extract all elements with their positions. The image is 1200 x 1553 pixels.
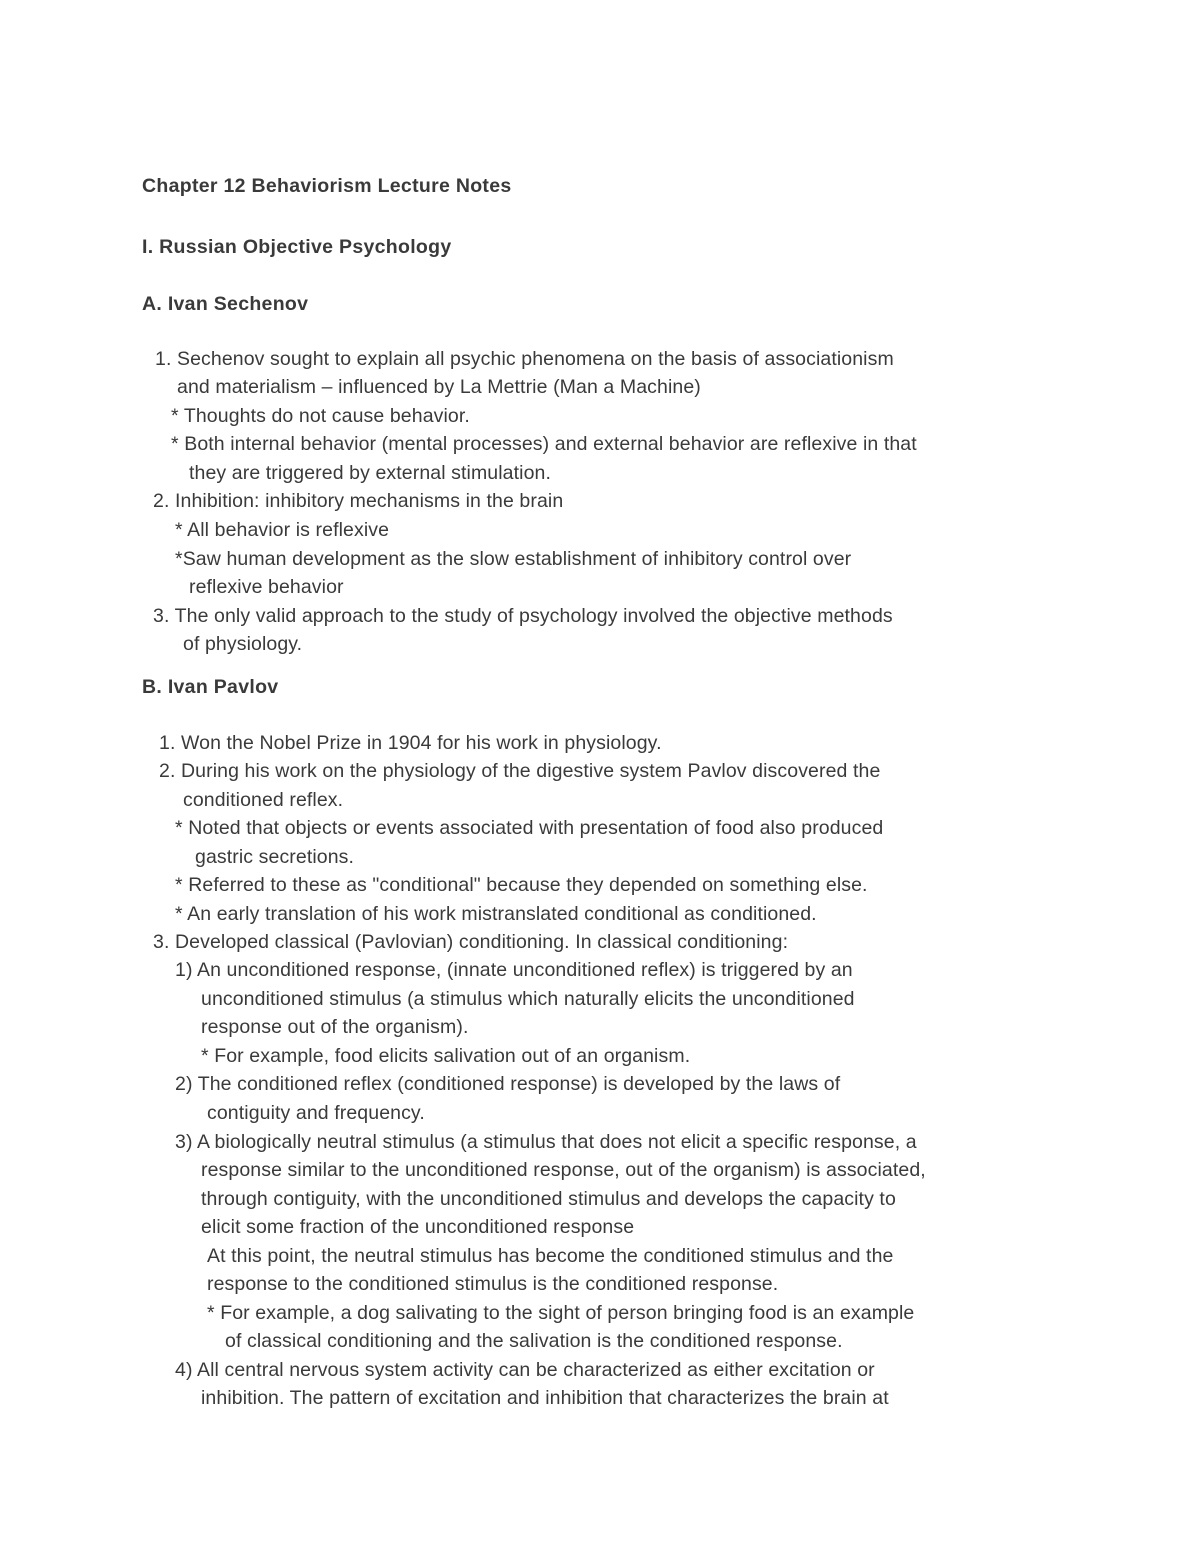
- list-item: 3. Developed classical (Pavlovian) conditioning. In classical conditioning:: [153, 931, 789, 953]
- list-item-continuation: and materialism – influenced by La Mettrie (Man a Machine): [177, 376, 701, 398]
- sub-list-item: 1) An unconditioned response, (innate unconditioned reflex) is triggered by an: [175, 959, 853, 981]
- list-item: 1. Won the Nobel Prize in 1904 for his work in physiology.: [159, 732, 662, 754]
- bullet-note: * For example, a dog salivating to the sight of person bringing food is an example: [207, 1302, 915, 1324]
- bullet-note: * Thoughts do not cause behavior.: [171, 405, 470, 427]
- list-item-continuation: of physiology.: [183, 633, 303, 655]
- list-item: 2. Inhibition: inhibitory mechanisms in the brain: [153, 490, 564, 512]
- sub-list-item-continuation: elicit some fraction of the unconditioned response: [201, 1216, 635, 1238]
- bullet-note: * Both internal behavior (mental processes) and external behavior are reflexive in that: [171, 433, 917, 455]
- bullet-note: * An early translation of his work mistranslated conditional as conditioned.: [175, 903, 817, 925]
- note-paragraph: response to the conditioned stimulus is the conditioned response.: [207, 1273, 779, 1295]
- bullet-note-continuation: gastric secretions.: [195, 846, 355, 868]
- list-item: 3. The only valid approach to the study of psychology involved the objective methods: [153, 605, 893, 627]
- bullet-note: * For example, food elicits salivation out of an organism.: [201, 1045, 691, 1067]
- document-title: Chapter 12 Behaviorism Lecture Notes: [142, 175, 512, 197]
- sub-list-item-continuation: response similar to the unconditioned response, out of the organism) is associated,: [201, 1159, 926, 1181]
- list-item: 2. During his work on the physiology of the digestive system Pavlov discovered the: [159, 760, 881, 782]
- sub-list-item-continuation: unconditioned stimulus (a stimulus which naturally elicits the unconditioned: [201, 988, 855, 1010]
- bullet-note-continuation: reflexive behavior: [189, 576, 344, 598]
- sub-list-item: 2) The conditioned reflex (conditioned response) is developed by the laws of: [175, 1073, 841, 1095]
- subsection-heading: A. Ivan Sechenov: [142, 293, 309, 315]
- bullet-note-continuation: they are triggered by external stimulation.: [189, 462, 551, 484]
- sub-list-item-continuation: response out of the organism).: [201, 1016, 469, 1038]
- list-item: 1. Sechenov sought to explain all psychic phenomena on the basis of associationism: [155, 348, 894, 370]
- note-paragraph: At this point, the neutral stimulus has become the conditioned stimulus and the: [207, 1245, 894, 1267]
- bullet-note: * All behavior is reflexive: [175, 519, 390, 541]
- sub-list-item-continuation: through contiguity, with the unconditioned stimulus and develops the capacity to: [201, 1188, 896, 1210]
- bullet-note: * Noted that objects or events associated with presentation of food also produced: [175, 817, 884, 839]
- sub-list-item-continuation: contiguity and frequency.: [207, 1102, 425, 1124]
- sub-list-item-continuation: inhibition. The pattern of excitation and inhibition that characterizes the brain at: [201, 1387, 889, 1409]
- list-item-continuation: conditioned reflex.: [183, 789, 344, 811]
- section-heading: I. Russian Objective Psychology: [142, 236, 452, 258]
- sub-list-item: 3) A biologically neutral stimulus (a stimulus that does not elicit a specific response, a: [175, 1131, 917, 1153]
- subsection-heading: B. Ivan Pavlov: [142, 676, 279, 698]
- bullet-note-continuation: of classical conditioning and the salivation is the conditioned response.: [225, 1330, 843, 1352]
- sub-list-item: 4) All central nervous system activity can be characterized as either excitation or: [175, 1359, 875, 1381]
- bullet-note: * Referred to these as "conditional" because they depended on something else.: [175, 874, 868, 896]
- bullet-note: *Saw human development as the slow establishment of inhibitory control over: [175, 548, 852, 570]
